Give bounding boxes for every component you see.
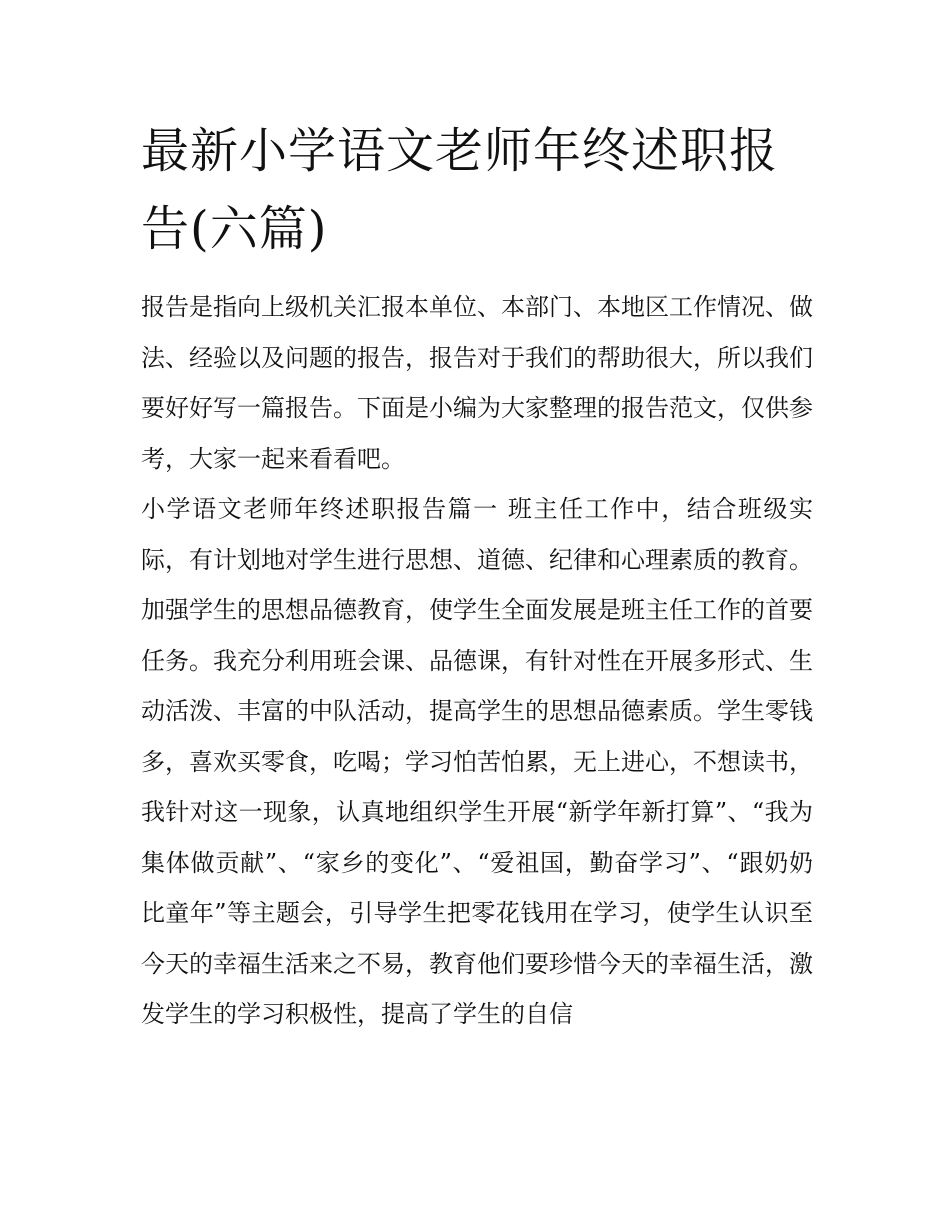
document-body <box>141 112 813 1040</box>
section-one-paragraph: 小学语文老师年终述职报告篇一 班主任工作中，结合班级实际，有计划地对学生进行思想、道德、纪律和心理素质的教育。 <box>141 495 813 574</box>
document-title: 最新小学语文老师年终述职报告(六篇) <box>141 123 779 257</box>
moral-education-paragraph: 加强学生的思想品德教育，使学生全面发展是班主任工作的首要任务。我充分利用班会课、品德课，有针对性在开展多形式、生动活泼、丰富的中队活动，提高学生的思想品德素质。学生零钱多，喜欢买零食，吃喝；学习怕苦怕累，无上进心，不想读书，我针对这一现象，认真地组织学生开展“新学年新打算”、“我为集体做贡献”、“家乡的变化”、“爱祖国，勤奋学习”、“跟奶奶比童年”等主题会，引导学生把零花钱用在学习，使学生认识至今天的幸福生活来之不易，教育他们要珍惜今天的幸福生活，激发学生的学习积极性，提高了学生的自信 <box>141 596 813 1028</box>
intro-paragraph: 报告是指向上级机关汇报本单位、本部门、本地区工作情况、做法、经验以及问题的报告，报告对于我们的帮助很大，所以我们要好好写一篇报告。下面是小编为大家整理的报告范文，仅供参考，大家一起来看看吧。 <box>141 293 813 473</box>
